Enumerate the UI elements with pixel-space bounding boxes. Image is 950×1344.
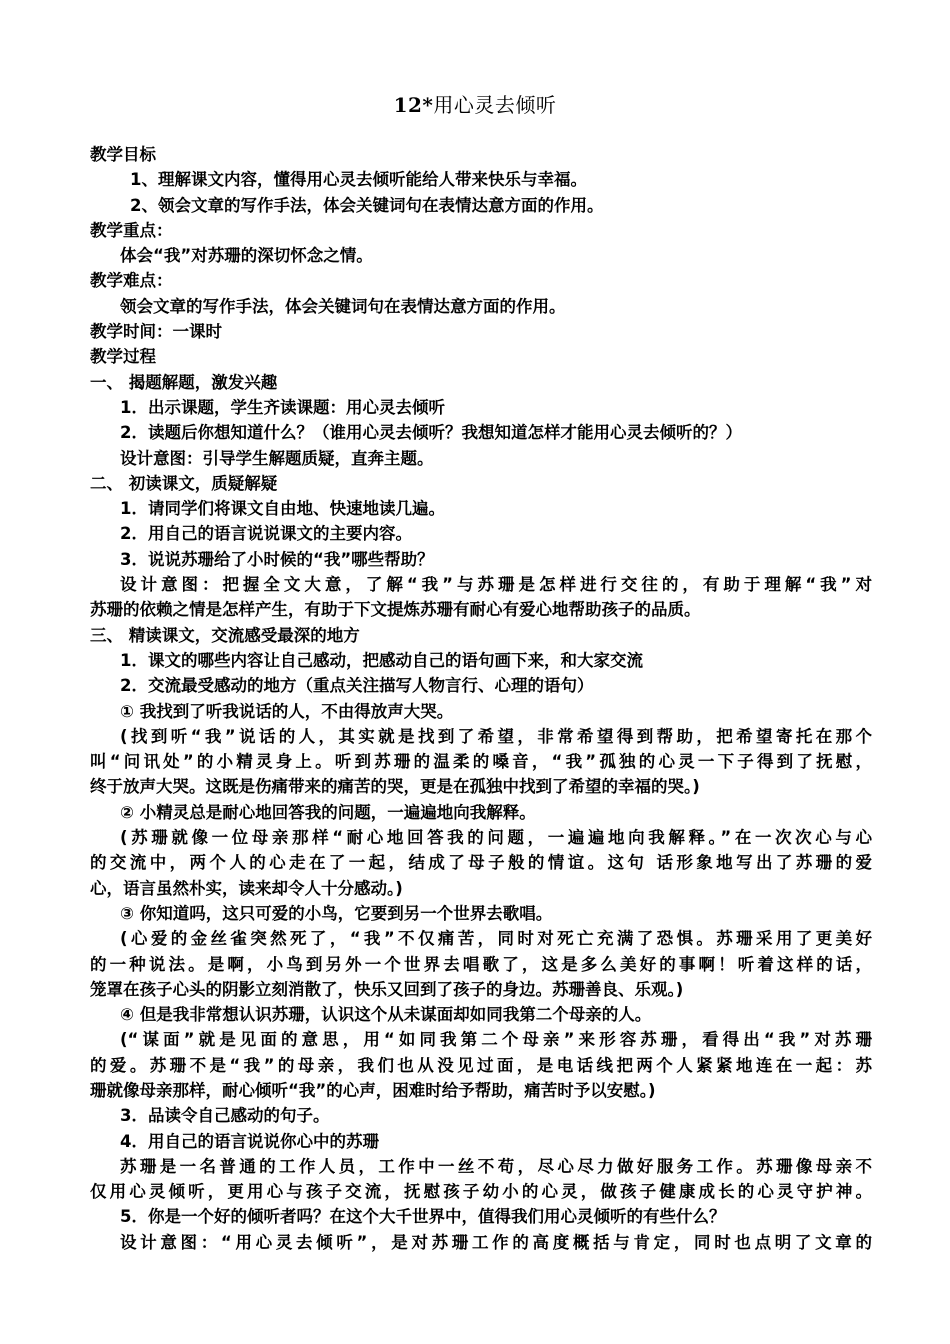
text-line: 二、 初读课文，质疑解疑 bbox=[90, 473, 278, 493]
text-line: 设计意图：把握全文大意，了解“我”与苏珊是怎样进行交往的，有助于理解“我”对 bbox=[120, 575, 872, 595]
title-text: 用心灵去倾听 bbox=[433, 93, 557, 117]
text-line: (苏珊就像一位母亲那样“耐心地回答我的问题，一遍遍地向我解释。”在一次次心与心 bbox=[120, 828, 872, 848]
text-line: 教学时间：一课时 bbox=[90, 322, 222, 342]
text-line: 2、领会文章的写作手法，体会关键词句在表情达意方面的作用。 bbox=[130, 195, 604, 215]
document-body bbox=[90, 142, 872, 1255]
text-line: 三、 精读课文，交流感受最深的地方 bbox=[90, 625, 360, 645]
text-line: 叫“问讯处”的小精灵身上。听到苏珊的温柔的嗓音，“我”孤独的心灵一下子得到了抚慰， bbox=[90, 752, 872, 772]
text-line: 领会文章的写作手法，体会关键词句在表情达意方面的作用。 bbox=[120, 296, 566, 316]
document-title bbox=[0, 91, 950, 119]
text-line: (找到听“我”说话的人，其实就是找到了希望，非常希望得到帮助，把希望寄托在那个 bbox=[120, 726, 872, 746]
text-line: 的一种说法。是啊，小鸟到另外一个世界去唱歌了，这是多么美好的事啊！听着这样的话， bbox=[90, 954, 872, 974]
text-line: 珊就像母亲那样，耐心倾听“我”的心声，困难时给予帮助，痛苦时予以安慰。) bbox=[90, 1080, 656, 1100]
text-line: (“谋面”就是见面的意思，用“如同我第二个母亲”来形容苏珊，看得出“我”对苏珊 bbox=[120, 1030, 872, 1050]
text-line: 教学过程 bbox=[90, 347, 156, 367]
text-line: 3．说说苏珊给了小时候的“我”哪些帮助？ bbox=[120, 549, 434, 569]
text-line: 的交流中，两个人的心走在了一起，结成了母子般的情谊。这句 话形象地写出了苏珊的爱 bbox=[90, 853, 872, 873]
text-line: 教学目标 bbox=[90, 145, 156, 164]
text-line: 苏珊是一名普通的工作人员，工作中一丝不苟，尽心尽力做好服务工作。苏珊像母亲不 bbox=[120, 1156, 872, 1176]
text-line: 设计意图：引导学生解题质疑，直奔主题。 bbox=[120, 448, 434, 468]
text-line: 心，语言虽然朴实，读来却令人十分感动。) bbox=[90, 878, 403, 898]
text-line: 1、理解课文内容，懂得用心灵去倾听能给人带来快乐与幸福。 bbox=[130, 170, 587, 190]
text-line: 2．交流最受感动的地方（重点关注描写人物言行、心理的语句） bbox=[120, 676, 594, 696]
text-line: 笼罩在孩子心头的阴影立刻消散了，快乐又回到了孩子的身边。苏珊善良、乐观。) bbox=[90, 979, 684, 999]
text-line: 一、 揭题解题，激发兴趣 bbox=[90, 372, 278, 392]
text-line: 的爱。苏珊不是“我”的母亲，我们也从没见过面，是电话线把两个人紧紧地连在一起：苏 bbox=[90, 1055, 872, 1075]
text-line: 2．读题后你想知道什么？（谁用心灵去倾听？我想知道怎样才能用心灵去倾听的？） bbox=[120, 423, 742, 443]
text-line: 苏珊的依赖之情是怎样产生，有助于下文提炼苏珊有耐心有爱心地帮助孩子的品质。 bbox=[90, 600, 701, 620]
text-line: 设计意图：“用心灵去倾听”，是对苏珊工作的高度概括与肯定，同时也点明了文章的 bbox=[120, 1232, 872, 1252]
text-line: 体会“我”对苏珊的深切怀念之情。 bbox=[120, 246, 373, 266]
text-line: 1．请同学们将课文自由地、快速地读几遍。 bbox=[120, 499, 445, 519]
title-number: 12* bbox=[393, 93, 434, 117]
text-line: 5．你是一个好的倾听者吗？在这个大千世界中，值得我们用心灵倾听的有些什么？ bbox=[120, 1207, 726, 1227]
text-line: 2．用自己的语言说说课文的主要内容。 bbox=[120, 524, 412, 544]
text-line: 教学难点： bbox=[90, 271, 173, 291]
text-line: 1．课文的哪些内容让自己感动，把感动自己的语句画下来，和大家交流 bbox=[120, 650, 643, 670]
text-line: 教学重点： bbox=[90, 220, 173, 240]
text-line: (心爱的金丝雀突然死了，“我”不仅痛苦，同时对死亡充满了恐惧。苏珊采用了更美好 bbox=[120, 929, 872, 949]
text-line: ③ 你知道吗，这只可爱的小鸟，它要到另一个世界去歌唱。 bbox=[120, 903, 553, 923]
text-line: 3．品读令自己感动的句子。 bbox=[120, 1106, 330, 1126]
text-line: 1．出示课题，学生齐读课题：用心灵去倾听 bbox=[120, 397, 445, 417]
text-line: ④ 但是我非常想认识苏珊，认识这个从未谋面却如同我第二个母亲的人。 bbox=[120, 1005, 652, 1025]
text-line: ② 小精灵总是耐心地回答我的问题，一遍遍地向我解释。 bbox=[120, 802, 536, 822]
text-line: 4．用自己的语言说说你心中的苏珊 bbox=[120, 1131, 379, 1151]
text-line: 终于放声大哭。这既是伤痛带来的痛苦的哭，更是在孤独中找到了希望的幸福的哭。) bbox=[90, 777, 700, 797]
text-line: ① 我找到了听我说话的人，不由得放声大哭。 bbox=[120, 701, 454, 721]
text-line: 仅用心灵倾听，更用心与孩子交流，抚慰孩子幼小的心灵，做孩子健康成长的心灵守护神。 bbox=[90, 1182, 872, 1202]
